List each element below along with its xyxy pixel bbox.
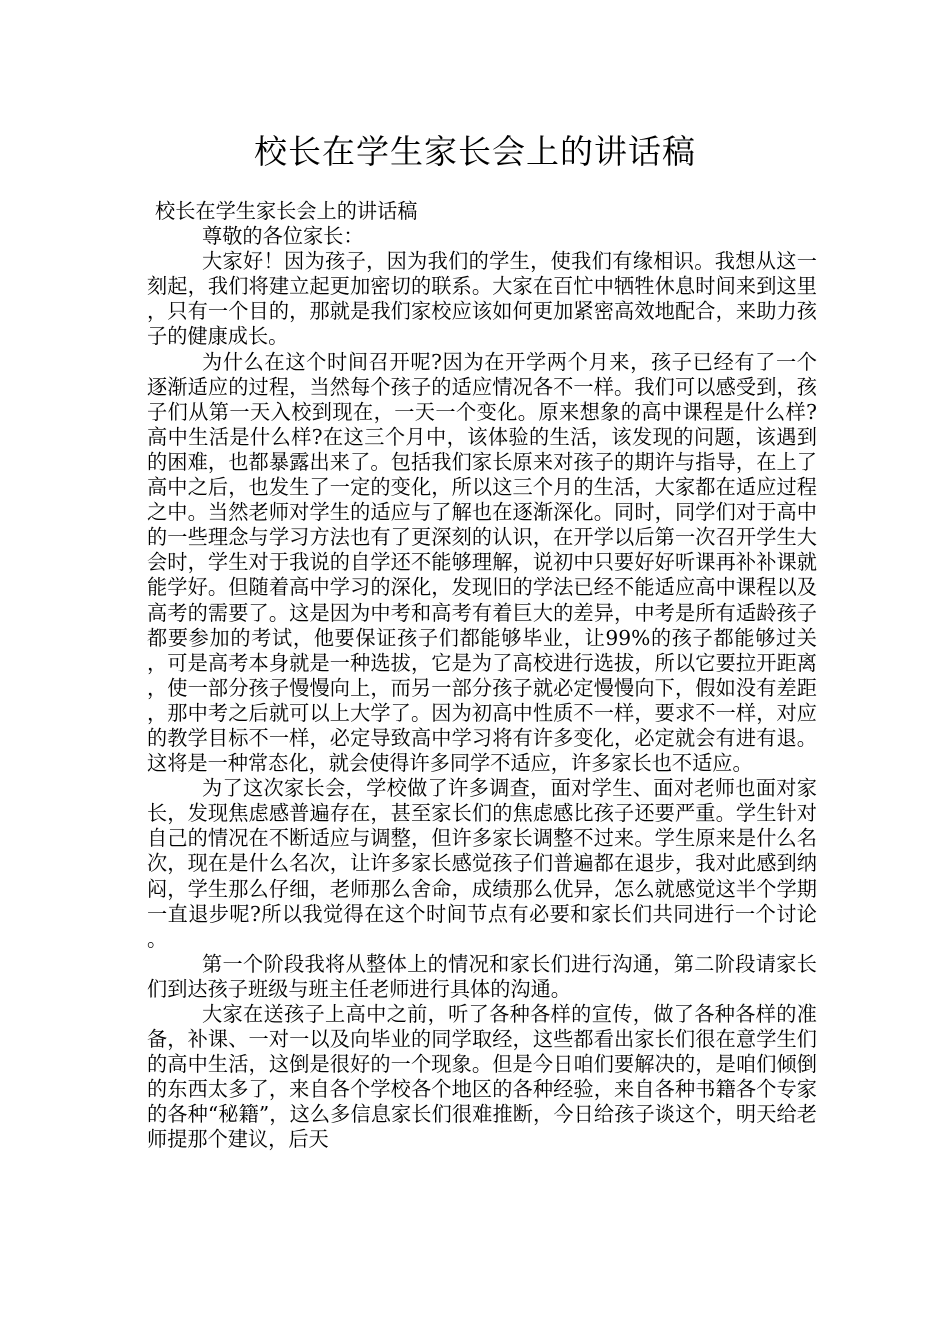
document-subtitle: 校长在学生家长会上的讲话稿 [155,199,418,223]
paragraph: 为什么在这个时间召开呢?因为在开学两个月来，孩子已经有了一个逐渐适应的过程，当然每个孩子的适应情况各不一样。我们可以感受到，孩子们从第一天入校到现在，一天一个变化。原来想象的高中课程是什么样?高中生活是什么样?在这三个月中，该体验的生活，该发现的问题，该遇到的困难，也都暴露出来了。包括我们家长原来对孩子的期许与指导，在上了高中之后，也发生了一定的变化，所以这三个月的生活，大家都在适应过程之中。当然老师对学生的适应与了解也在逐渐深化。同时，同学们对于高中的一些理念与学习方法也有了更深刻的认识，在开学以后第一次召开学生大会时，学生对于我说的自学还不能够理解，说初中只要好好听课再补补课就能学好。但随着高中学习的深化，发现旧的学法已经不能适应高中课程以及高考的需要了。这是因为中考和高考有着巨大的差异，中考是所有适龄孩子都要参加的考试，他要保证孩子们都能够毕业，让99%的孩子都能够过关，可是高考本身就是一种选拔，它是为了高校进行选拔，所以它要拉开距离，使一部分孩子慢慢向上，而另一部分孩子就必定慢慢向下，假如没有差距，那中考之后就可以上大学了。因为初高中性质不一样，要求不一样，对应的教学目标不一样，必定导致高中学习将有许多变化，必定就会有进有退。这将是一种常态化，就会使得许多同学不适应，许多家长也不适应。 [147,349,817,776]
salutation: 尊敬的各位家长： [202,224,364,249]
paragraph: 第一个阶段我将从整体上的情况和家长们进行沟通，第二阶段请家长们到达孩子班级与班主任老师进行具体的沟通。 [147,951,817,1001]
paragraph: 大家在送孩子上高中之前，听了各种各样的宣传，做了各种各样的准备，补课、一对一以及向毕业的同学取经，这些都看出家长们很在意学生们的高中生活，这倒是很好的一个现象。但是今日咱们要解决的，是咱们倾倒的东西太多了，来自各个学校各个地区的各种经验，来自各种书籍各个专家的各种“秘籍”，这么多信息家长们很难推断，今日给孩子谈这个，明天给老师提那个建议，后天 [147,1002,817,1152]
paragraph: 为了这次家长会，学校做了许多调查，面对学生、面对老师也面对家长，发现焦虑感普遍存在，甚至家长们的焦虑感比孩子还要严重。学生针对自己的情况在不断适应与调整，但许多家长调整不过来。学生原来是什么名次，现在是什么名次，让许多家长感觉孩子们普遍都在退步，我对此感到纳闷，学生那么仔细，老师那么舍命，成绩那么优异，怎么就感觉这半个学期一直退步呢?所以我觉得在这个时间节点有必要和家长们共同进行一个讨论。 [147,776,817,951]
paragraph: 大家好！因为孩子，因为我们的学生，使我们有缘相识。我想从这一刻起，我们将建立起更加密切的联系。大家在百忙中牺牲休息时间来到这里，只有一个目的，那就是我们家校应该如何更加紧密高效地配合，来助力孩子的健康成长。 [147,249,817,349]
document-title: 校长在学生家长会上的讲话稿 [254,132,696,171]
document-body [147,199,817,1153]
